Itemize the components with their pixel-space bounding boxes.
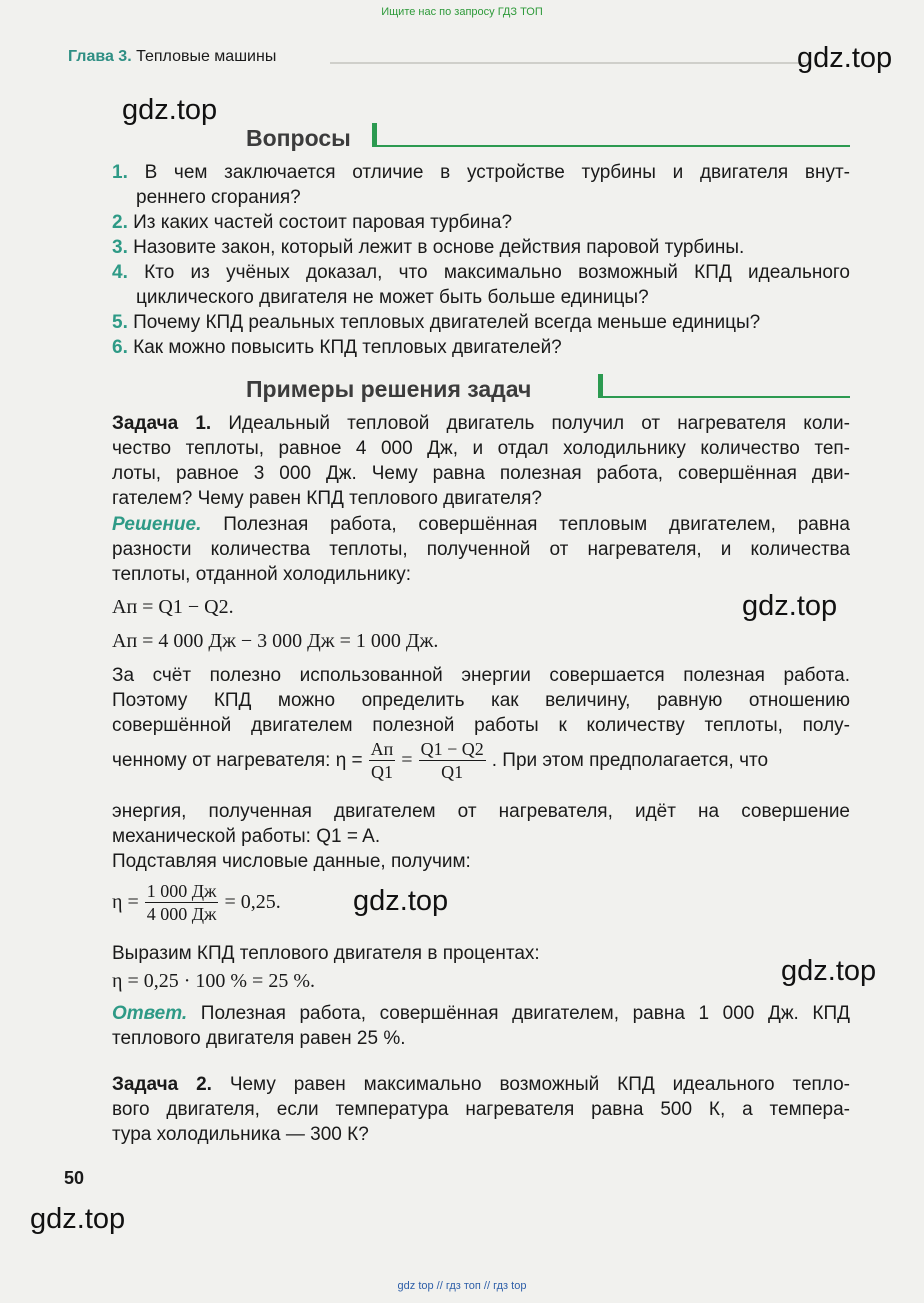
watermark: gdz.top [353, 885, 449, 917]
fraction-denominator: Q1 [370, 762, 393, 782]
chapter-rule [330, 62, 810, 64]
formula-part: = 0,25. [224, 891, 281, 913]
question-text: Как можно повысить КПД тепловых двигателей? [133, 337, 562, 358]
task1-label: Задача 1. [112, 413, 212, 434]
task1-explanation [112, 663, 850, 738]
text-line: механической работы: Q1 = A. [112, 826, 381, 847]
percent-formula: η = 0,25 · 100 % = 25 %. [112, 970, 315, 992]
text-line: . При этом предполагается, что [491, 749, 769, 771]
page-number: 50 [64, 1168, 85, 1188]
question-item [112, 235, 850, 260]
formula-part: η = [112, 891, 139, 913]
question-text-cont: циклического двигателя не может быть больше единицы? [136, 287, 649, 308]
question-number: 2. [112, 212, 128, 233]
chapter-title: Тепловые машины [136, 48, 277, 65]
chapter-label: Глава 3. [68, 48, 132, 65]
text-line: Идеальный тепловой двигатель получил от нагревателя коли- [228, 413, 850, 434]
text-line: За счёт полезно использованной энергии совершается полезная работа. [112, 665, 850, 686]
heading-accent-bar [372, 123, 377, 147]
question-item [112, 335, 850, 360]
percent-intro: Выразим КПД теплового двигателя в процентах: [112, 943, 540, 964]
fraction-numerator: Q1 − Q2 [420, 739, 484, 759]
text-line: разности количества теплоты, полученной от нагревателя, и количества [112, 539, 850, 560]
watermark: gdz.top [781, 955, 877, 987]
text-line: ченному от нагревателя: η = [112, 749, 363, 771]
top-banner[interactable]: Ищите нас по запросу ГДЗ ТОП [381, 6, 543, 18]
task1-statement [112, 411, 850, 511]
heading-underline [598, 396, 850, 398]
text-line: энергия, полученная двигателем от нагревателя, идёт на совершение [112, 801, 850, 822]
watermark: gdz.top [30, 1203, 126, 1235]
question-number: 6. [112, 337, 128, 358]
fraction [369, 738, 396, 783]
question-item [112, 160, 850, 185]
question-number: 3. [112, 237, 128, 258]
formula-work-values: Aп = 4 000 Дж − 3 000 Дж = 1 000 Дж. [112, 630, 439, 652]
examples-heading: Примеры решения задач [246, 376, 532, 402]
task2-label: Задача 2. [112, 1074, 212, 1095]
text-line: теплового двигателя равен 25 %. [112, 1028, 406, 1049]
task1-solution [112, 512, 850, 587]
fraction-denominator: Q1 [441, 762, 464, 782]
heading-underline [372, 145, 850, 147]
text-line: совершённой двигателем полезной работы к количеству теплоты, полу- [112, 715, 850, 736]
equals-sign: = [401, 749, 413, 771]
fraction-denominator: 4 000 Дж [146, 904, 217, 924]
chapter-header [68, 48, 276, 66]
fraction-numerator: 1 000 Дж [146, 881, 217, 901]
watermark: gdz.top [122, 94, 218, 126]
text-line: Полезная работа, совершённая тепловым двигателем, равна [223, 514, 850, 535]
text-line: лоты, равное 3 000 Дж. Чему равна полезная работа, совершённая дви- [112, 463, 850, 484]
text-line: вого двигателя, если температура нагревателя равна 500 К, а темпера- [112, 1099, 850, 1120]
watermark: gdz.top [797, 42, 893, 74]
question-text: Кто из учёных доказал, что максимально возможный КПД идеального [144, 262, 850, 283]
question-item [112, 310, 850, 335]
text-line: чество теплоты, равное 4 000 Дж, и отдал холодильнику количество теп- [112, 438, 850, 459]
task2-statement [112, 1072, 850, 1147]
answer-label: Ответ. [112, 1003, 188, 1024]
question-text: Назовите закон, который лежит в основе действия паровой турбины. [133, 237, 745, 258]
efficiency-formula-line [112, 738, 850, 783]
text-line: Подставляя числовые данные, получим: [112, 851, 471, 872]
questions-list [112, 160, 850, 360]
question-number: 5. [112, 312, 128, 333]
text-line: Чему равен максимально возможный КПД идеального тепло- [229, 1074, 850, 1095]
efficiency-calculation [112, 880, 281, 925]
question-item [112, 260, 850, 285]
task1-answer [112, 1001, 850, 1051]
question-number: 4. [112, 262, 128, 283]
fraction [145, 880, 219, 925]
watermark: gdz.top [742, 590, 838, 622]
question-text: Из каких частей состоит паровая турбина? [133, 212, 513, 233]
question-item [112, 210, 850, 235]
bottom-banner[interactable]: gdz top // гдз топ // гдз top [397, 1280, 527, 1292]
question-text-cont: реннего сгорания? [136, 187, 301, 208]
question-text: В чем заключается отличие в устройстве турбины и двигателя внут- [144, 162, 851, 183]
heading-accent-bar [598, 374, 603, 398]
text-line: гателем? Чему равен КПД теплового двигателя? [112, 488, 542, 509]
question-number: 1. [112, 162, 128, 183]
text-line: теплоты, отданной холодильнику: [112, 564, 412, 585]
text-line: Поэтому КПД можно определить как величину, равную отношению [112, 690, 850, 711]
task1-energy [112, 799, 850, 874]
fraction [419, 738, 486, 783]
text-line: тура холодильника — 300 К? [112, 1124, 369, 1145]
fraction-numerator: Aп [370, 739, 394, 759]
text-line: Полезная работа, совершённая двигателем, равна 1 000 Дж. КПД [200, 1003, 851, 1024]
solution-label: Решение. [112, 514, 202, 535]
formula-work: Aп = Q1 − Q2. [112, 596, 234, 618]
questions-heading: Вопросы [246, 125, 351, 151]
question-text: Почему КПД реальных тепловых двигателей всегда меньше единицы? [133, 312, 761, 333]
